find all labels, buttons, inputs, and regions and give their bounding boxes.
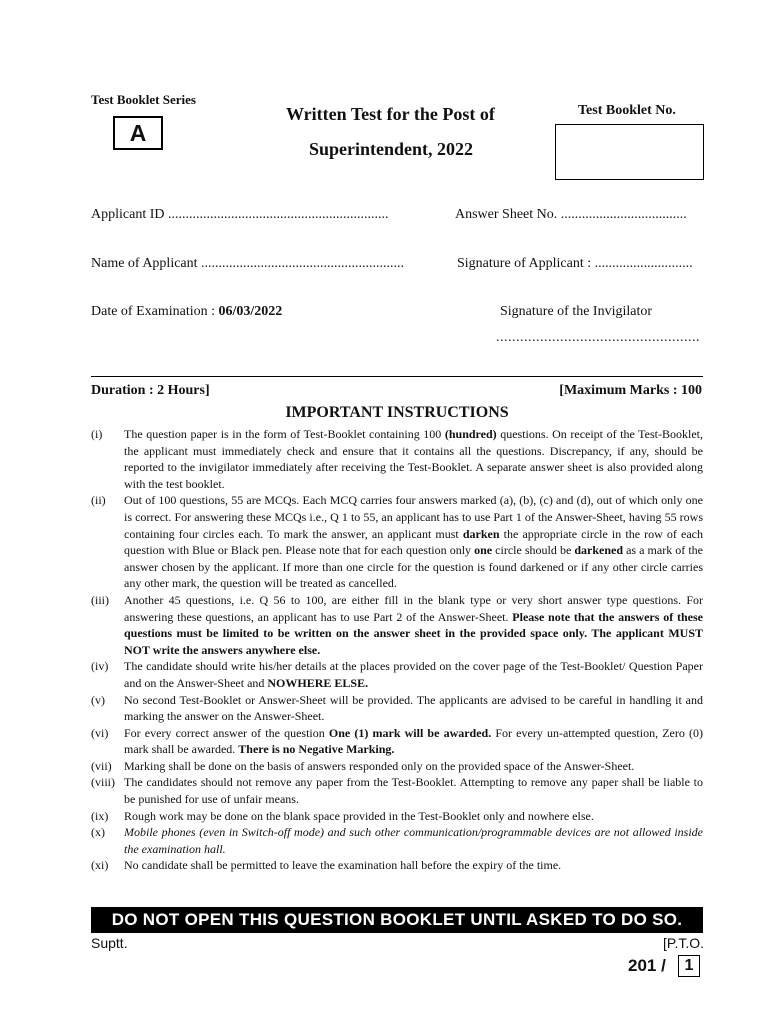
page-number: 1 — [678, 955, 700, 977]
date-value: 06/03/2022 — [218, 304, 283, 319]
date-of-examination — [91, 304, 282, 320]
footer-pto: [P.T.O. — [663, 935, 704, 951]
instruction-item — [91, 692, 703, 725]
instruction-text: the appropriate circle in the row of each question with Blue or Black pen. Please note that for each question only — [124, 526, 703, 558]
instruction-text: darkened — [574, 543, 624, 558]
instruction-text: questions. On receipt of the Test-Booklet, the applicant must immediately check and ensure that it contains all the questions. Discrepancy, if any, should be reported to the invigilator immediately after receiving the Test-Booklet. A separate answer sheet is also provided along with the test booklet. — [124, 427, 703, 491]
test-booklet-series-label: Test Booklet Series — [91, 92, 196, 107]
instruction-item — [91, 857, 703, 874]
title-line-2: Superintendent, 2022 — [309, 139, 474, 159]
instruction-number: (v) — [91, 692, 105, 707]
name-of-applicant-field[interactable]: Name of Applicant .......................................................... — [91, 256, 405, 271]
instruction-text: No second Test-Booklet or Answer-Sheet will be provided. The applicants are advised to be careful in handling it and marking the answer on the Answer-Sheet. — [124, 692, 703, 724]
instruction-text: No candidate shall be permitted to leave the examination hall before the expiry of the time. — [124, 858, 562, 873]
date-label: Date of Examination : — [91, 304, 219, 319]
instruction-text: One (1) mark will be awarded. — [328, 725, 492, 740]
signature-of-applicant-field[interactable]: Signature of Applicant : ............................ — [457, 256, 693, 271]
page-title — [286, 97, 495, 167]
instruction-item — [91, 592, 703, 658]
instruction-number: (ii) — [91, 493, 106, 508]
instruction-item — [91, 808, 703, 825]
footer-left-text: Suptt. — [91, 935, 128, 951]
instruction-text: NOWHERE ELSE. — [267, 675, 369, 690]
instruction-text: circle should be — [492, 543, 575, 558]
instruction-text: Marking shall be done on the basis of answers responded only on the provided space of the Answer-Sheet. — [124, 758, 635, 773]
applicant-id-field[interactable]: Applicant ID ............................................................... — [91, 207, 389, 222]
maximum-marks: [Maximum Marks : 100 — [559, 383, 702, 398]
divider — [91, 376, 703, 377]
instruction-text: The question paper is in the form of Test-Booklet containing 100 — [124, 427, 445, 441]
instruction-number: (iii) — [91, 592, 109, 607]
instruction-item — [91, 774, 703, 807]
do-not-open-banner: DO NOT OPEN THIS QUESTION BOOKLET UNTIL ASKED TO DO SO. — [91, 907, 703, 933]
answer-sheet-no-field[interactable]: Answer Sheet No. .................................... — [455, 207, 687, 222]
instructions-heading: IMPORTANT INSTRUCTIONS — [285, 404, 509, 421]
test-booklet-no-label: Test Booklet No. — [578, 103, 676, 118]
instruction-text: Rough work may be done on the blank space provided in the Test-Booklet only and nowhere else. — [124, 808, 594, 823]
instruction-number: (vii) — [91, 758, 112, 773]
instruction-text: Out of 100 questions, 55 are MCQs. Each MCQ carries four answers marked (a), (b), (c) and (d), out of which only one is correct. For answering these MCQs i.e., Q 1 to 55, an applicant has to use Part 1 of the Answer-Sheet, having 55 rows containing four circles each. To mark the answer, an applicant must — [124, 493, 703, 541]
test-booklet-series-value: A — [113, 116, 163, 150]
instruction-number: (iv) — [91, 659, 109, 674]
instruction-number: (vi) — [91, 725, 109, 740]
instruction-text: The candidates should not remove any paper from the Test-Booklet. Attempting to remove any paper shall be liable to be punished for use of unfair means. — [124, 775, 703, 807]
signature-invigilator-label: Signature of the Invigilator — [500, 304, 653, 319]
instruction-text: The candidate should write his/her details at the places provided on the cover page of the Test-Booklet/ Question Paper and on the Answer-Sheet and — [124, 659, 703, 690]
instruction-text: one — [474, 543, 493, 558]
instruction-text: as a mark of the answer chosen by the applicant. If more than one circle for the question is found darkened or if any other circle carries any other mark, the question will be treated as cancelled. — [124, 543, 703, 591]
test-booklet-no-box[interactable] — [555, 124, 704, 180]
instruction-item — [91, 426, 703, 492]
instruction-number: (i) — [91, 427, 103, 441]
signature-invigilator-line[interactable]: ................................................... — [496, 330, 700, 345]
instruction-text: Mobile phones (even in Switch-off mode) and such other communication/programmable devices are not allowed inside the examination hall. — [124, 825, 703, 856]
instructions-list — [91, 426, 703, 874]
duration: Duration : 2 Hours] — [91, 383, 210, 398]
instruction-number: (x) — [91, 825, 105, 840]
instruction-number: (ix) — [91, 808, 109, 823]
instruction-text: For every correct answer of the question — [124, 725, 329, 740]
instruction-item — [91, 492, 703, 592]
booklet-code: 201 / — [628, 956, 666, 975]
instruction-text: Please note that the answers of these questions must be limited to be written on the answer sheet in the provided space only. The applicant MUST NOT write the answers anywhere else. — [124, 609, 703, 657]
instruction-text: darken — [462, 526, 500, 541]
title-line-1: Written Test for the Post of — [286, 104, 495, 124]
instruction-item — [91, 658, 703, 691]
instruction-text: (hundred) — [444, 427, 497, 441]
instruction-item — [91, 725, 703, 758]
instruction-number: (viii) — [91, 775, 115, 790]
instruction-number: (xi) — [91, 858, 109, 873]
instruction-text: For every un-attempted question, Zero (0) mark shall be awarded. — [124, 725, 703, 757]
instruction-text: There is no Negative Marking. — [238, 742, 395, 757]
instruction-text: Another 45 questions, i.e. Q 56 to 100, are either fill in the blank type or very short answer type questions. For answering these questions, an applicant has to use Part 2 of the Answer-Sheet. — [124, 592, 703, 624]
instruction-item — [91, 824, 703, 857]
instruction-item — [91, 758, 703, 775]
